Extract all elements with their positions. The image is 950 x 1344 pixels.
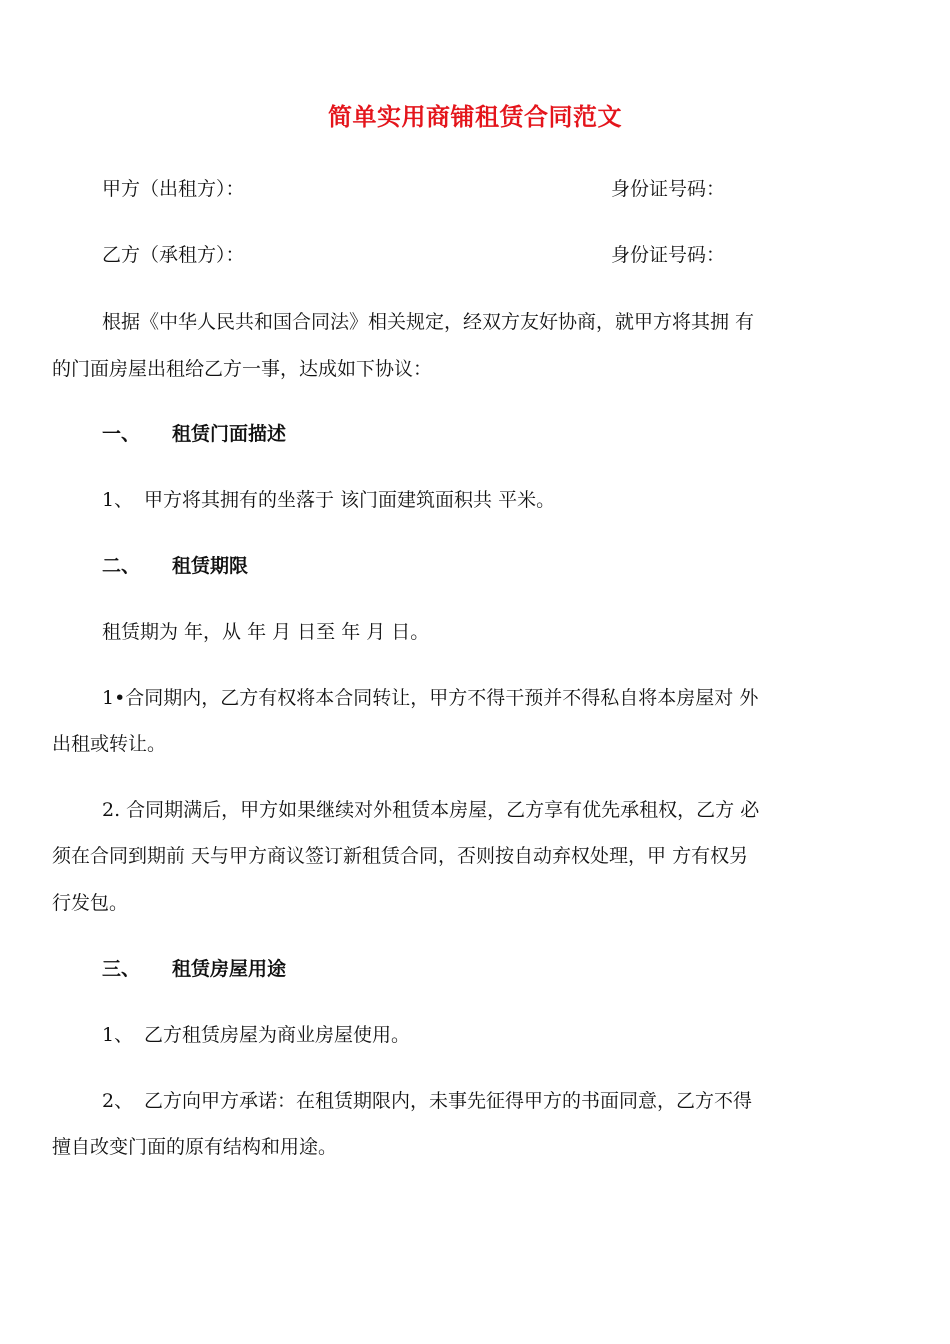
section-1-item-1 (102, 487, 555, 514)
item-number: 2、 (102, 1090, 134, 1112)
clause-2-2-line-3: 行发包。 (52, 892, 129, 914)
item-number: 1、 (102, 1024, 134, 1046)
item-text: 甲方将其拥有的坐落于 该门面建筑面积共 平米。 (144, 489, 556, 511)
section-title: 租赁期限 (172, 555, 249, 577)
section-title: 租赁房屋用途 (172, 958, 287, 980)
section-3-heading (102, 956, 286, 983)
intro-line-2: 的门面房屋出租给乙方一事，达成如下协议： (52, 358, 433, 380)
section-number: 二、 (102, 555, 141, 577)
item-text: 乙方向甲方承诺：在租赁期限内，未事先征得甲方的书面同意，乙方不得 (144, 1090, 753, 1112)
intro-line-1: 根据《中华人民共和国合同法》相关规定，经双方友好协商，就甲方将其拥 有 (102, 311, 755, 333)
clause-2-1-line-2: 出租或转让。 (52, 733, 167, 755)
party-a-label: 甲方（出租方）： (102, 178, 245, 200)
section-2-heading (102, 553, 248, 580)
section-3-item-2-line-2: 擅自改变门面的原有结构和用途。 (52, 1136, 338, 1158)
party-b-id-label: 身份证号码： (611, 244, 726, 266)
item-text: 乙方租赁房屋为商业房屋使用。 (144, 1024, 411, 1046)
lease-term: 租赁期为 年，从 年 月 日至 年 月 日。 (102, 621, 430, 643)
party-a-id-label: 身份证号码： (611, 178, 726, 200)
section-1-heading (102, 421, 286, 448)
clause-2-1-line-1: 1•合同期内，乙方有权将本合同转让，甲方不得干预并不得私自将本房屋对 外 (102, 687, 759, 709)
section-number: 三、 (102, 958, 141, 980)
clause-2-2-line-2: 须在合同到期前 天与甲方商议签订新租赁合同，否则按自动弃权处理，甲 方有权另 (52, 845, 749, 867)
party-b-label: 乙方（承租方）： (102, 244, 245, 266)
item-number: 1、 (102, 489, 134, 511)
section-title: 租赁门面描述 (172, 423, 287, 445)
section-3-item-1 (102, 1022, 410, 1049)
clause-2-2-line-1: 2. 合同期满后，甲方如果继续对外租赁本房屋，乙方享有优先承租权，乙方 必 (102, 799, 760, 821)
section-number: 一、 (102, 423, 141, 445)
document-title: 简单实用商铺租赁合同范文 (328, 103, 622, 131)
section-3-item-2 (102, 1088, 752, 1115)
